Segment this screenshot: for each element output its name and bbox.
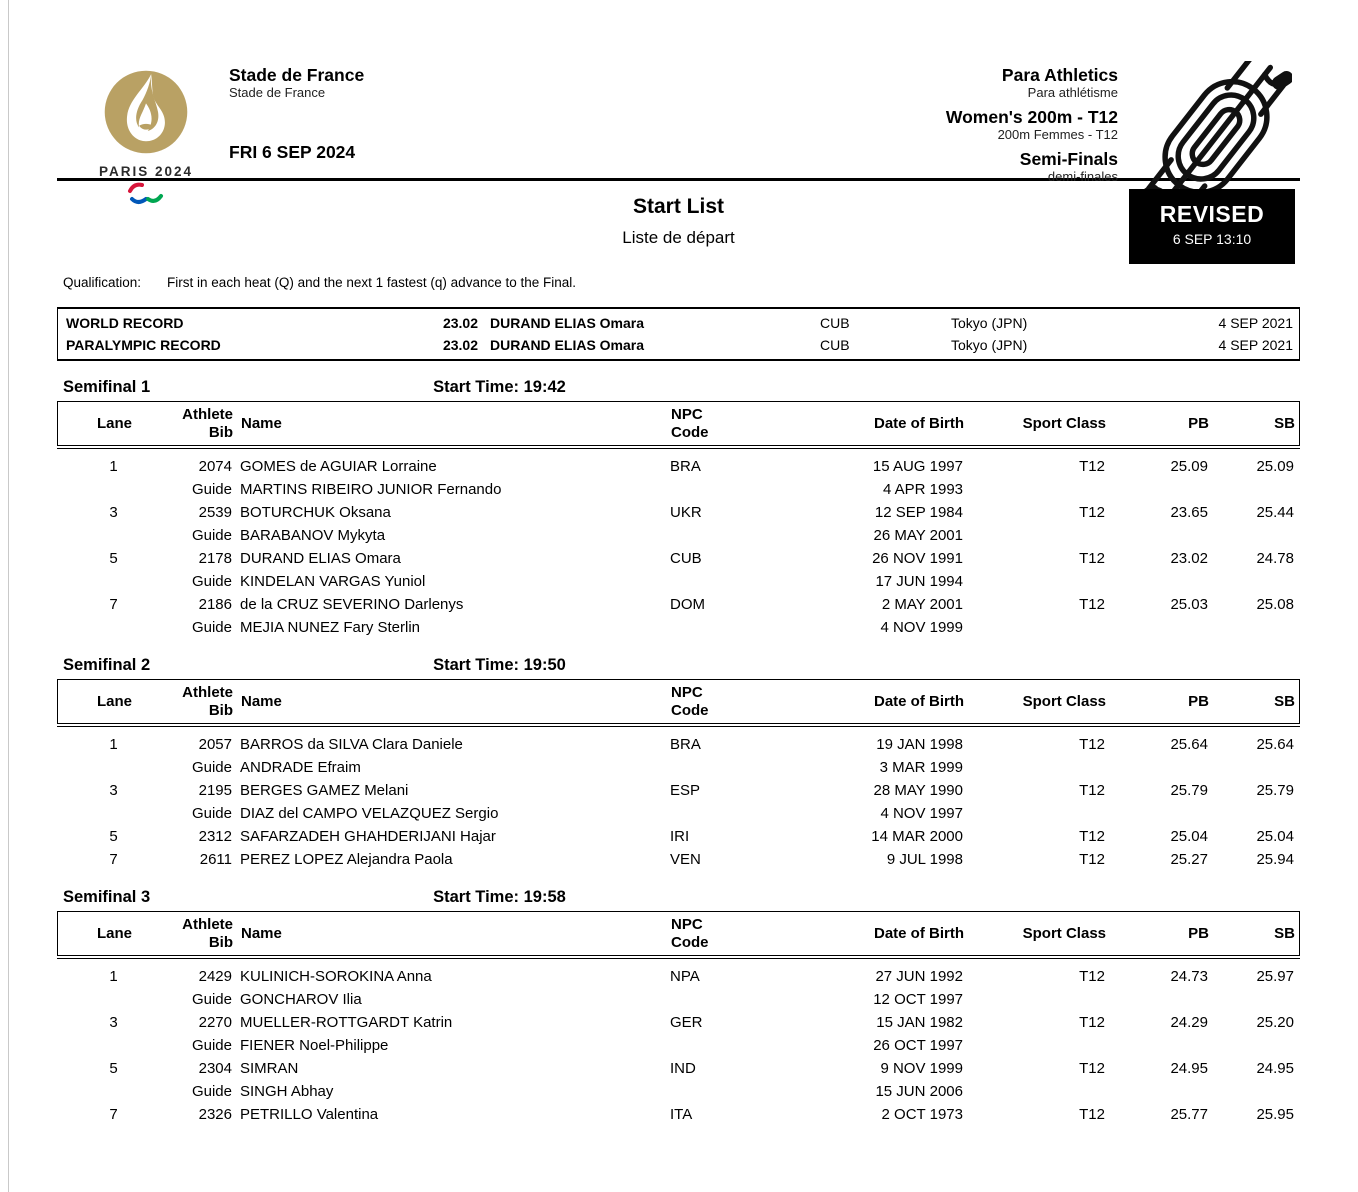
athlete-sb: 25.44 bbox=[1256, 504, 1294, 521]
athlete-npc-code: NPA bbox=[670, 968, 700, 985]
athlete-sb: 25.95 bbox=[1256, 1106, 1294, 1123]
athlete-sb: 25.20 bbox=[1256, 1014, 1294, 1031]
guide-row bbox=[57, 988, 1300, 1011]
column-header-pb: PB bbox=[1188, 925, 1209, 942]
guide-name: MEJIA NUNEZ Fary Sterlin bbox=[240, 619, 421, 636]
start-list-document bbox=[57, 0, 1300, 1126]
athlete-pb: 24.29 bbox=[1170, 1014, 1208, 1031]
heat-table-header bbox=[57, 679, 1300, 724]
athlete-sb: 25.64 bbox=[1256, 736, 1294, 753]
column-header-athlete-bib: Athlete Bib bbox=[182, 684, 233, 719]
athlete-lane: 1 bbox=[109, 968, 118, 985]
guide-label: Guide bbox=[191, 527, 232, 544]
athlete-name: BARROS da SILVA Clara Daniele bbox=[240, 736, 463, 753]
heat-title: Semifinal 2 bbox=[63, 656, 151, 674]
athlete-lane: 5 bbox=[109, 1060, 118, 1077]
athlete-sb: 25.79 bbox=[1256, 782, 1294, 799]
record-mark: 23.02 bbox=[442, 315, 478, 331]
event-title-fr: 200m Femmes - T12 bbox=[997, 127, 1118, 143]
column-header-name: Name bbox=[241, 925, 282, 942]
document-masthead bbox=[57, 0, 1300, 185]
athlete-date-of-birth: 26 NOV 1991 bbox=[872, 550, 963, 567]
paris-2024-wordmark: PARIS 2024 bbox=[98, 164, 194, 179]
athlete-lane: 3 bbox=[109, 782, 118, 799]
athlete-row bbox=[57, 1103, 1300, 1126]
athlete-sport-class: T12 bbox=[1079, 736, 1105, 753]
guide-date-of-birth: 26 MAY 2001 bbox=[873, 527, 963, 544]
athlete-row bbox=[57, 1057, 1300, 1080]
athlete-bib: 2270 bbox=[198, 1014, 232, 1031]
heat-table-body bbox=[57, 455, 1300, 639]
para-athletics-pictogram bbox=[1140, 55, 1300, 178]
athlete-npc-code: BRA bbox=[670, 736, 701, 753]
heats-container bbox=[57, 378, 1300, 1126]
athlete-sport-class: T12 bbox=[1079, 851, 1105, 868]
guide-date-of-birth: 4 APR 1993 bbox=[882, 481, 963, 498]
athlete-row bbox=[57, 593, 1300, 616]
record-location: Tokyo (JPN) bbox=[951, 315, 1028, 331]
athlete-bib: 2186 bbox=[198, 596, 232, 613]
guide-name: KINDELAN VARGAS Yuniol bbox=[240, 573, 426, 590]
athlete-sport-class: T12 bbox=[1079, 1060, 1105, 1077]
athlete-pb: 25.79 bbox=[1170, 782, 1208, 799]
athlete-date-of-birth: 9 NOV 1999 bbox=[880, 1060, 963, 1077]
records-table bbox=[57, 307, 1300, 361]
athlete-pb: 25.27 bbox=[1170, 851, 1208, 868]
heat-title: Semifinal 3 bbox=[63, 888, 151, 906]
guide-label: Guide bbox=[191, 481, 232, 498]
column-header-date-of-birth: Date of Birth bbox=[874, 693, 964, 710]
athlete-sport-class: T12 bbox=[1079, 828, 1105, 845]
athlete-date-of-birth: 15 AUG 1997 bbox=[872, 458, 963, 475]
discipline-fr: Para athlétisme bbox=[1027, 85, 1118, 101]
athlete-sb: 25.97 bbox=[1256, 968, 1294, 985]
column-header-sport-class: Sport Class bbox=[1022, 693, 1106, 710]
athlete-lane: 7 bbox=[109, 596, 118, 613]
athlete-pb: 23.65 bbox=[1170, 504, 1208, 521]
athlete-sport-class: T12 bbox=[1079, 968, 1105, 985]
column-header-sb: SB bbox=[1274, 693, 1295, 710]
heat-section bbox=[57, 888, 1300, 1126]
heat-table-body bbox=[57, 965, 1300, 1126]
record-location: Tokyo (JPN) bbox=[951, 337, 1028, 353]
athlete-row bbox=[57, 733, 1300, 756]
athlete-bib: 2195 bbox=[198, 782, 232, 799]
qualification-note bbox=[57, 275, 1300, 290]
athlete-row bbox=[57, 825, 1300, 848]
heat-table-header bbox=[57, 401, 1300, 446]
athlete-npc-code: ITA bbox=[670, 1106, 693, 1123]
record-type: WORLD RECORD bbox=[66, 315, 184, 331]
page-left-border bbox=[8, 0, 9, 1192]
record-athlete: DURAND ELIAS Omara bbox=[490, 337, 645, 353]
record-row bbox=[58, 312, 1299, 334]
record-date: 4 SEP 2021 bbox=[1218, 337, 1293, 353]
guide-row bbox=[57, 1080, 1300, 1103]
column-header-sb: SB bbox=[1274, 415, 1295, 432]
column-header-sb: SB bbox=[1274, 925, 1295, 942]
heat-table-header-rule bbox=[57, 726, 1300, 727]
athlete-date-of-birth: 2 OCT 1973 bbox=[881, 1106, 963, 1123]
guide-label: Guide bbox=[191, 1037, 232, 1054]
athlete-bib: 2074 bbox=[198, 458, 232, 475]
guide-label: Guide bbox=[191, 1083, 232, 1100]
athlete-sport-class: T12 bbox=[1079, 596, 1105, 613]
revised-badge bbox=[1129, 189, 1295, 264]
athlete-name: SIMRAN bbox=[240, 1060, 299, 1077]
qualification-label: Qualification: bbox=[63, 275, 142, 290]
athlete-npc-code: DOM bbox=[670, 596, 705, 613]
guide-name: MARTINS RIBEIRO JUNIOR Fernando bbox=[240, 481, 502, 498]
athlete-sport-class: T12 bbox=[1079, 550, 1105, 567]
athlete-pb: 24.73 bbox=[1170, 968, 1208, 985]
athlete-bib: 2326 bbox=[198, 1106, 232, 1123]
round-en: Semi-Finals bbox=[1019, 149, 1118, 170]
column-header-pb: PB bbox=[1188, 693, 1209, 710]
athlete-name: de la CRUZ SEVERINO Darlenys bbox=[240, 596, 464, 613]
guide-name: GONCHAROV Ilia bbox=[240, 991, 362, 1008]
athlete-bib: 2611 bbox=[199, 851, 232, 868]
guide-row bbox=[57, 1034, 1300, 1057]
record-mark: 23.02 bbox=[442, 337, 478, 353]
athlete-date-of-birth: 27 JUN 1992 bbox=[875, 968, 963, 985]
athlete-name: BERGES GAMEZ Melani bbox=[240, 782, 409, 799]
athlete-npc-code: BRA bbox=[670, 458, 701, 475]
guide-date-of-birth: 4 NOV 1999 bbox=[880, 619, 963, 636]
athlete-bib: 2539 bbox=[198, 504, 232, 521]
guide-name: SINGH Abhay bbox=[240, 1083, 334, 1100]
document-subtitle-fr: Liste de départ bbox=[622, 228, 735, 247]
heat-section bbox=[57, 656, 1300, 871]
athlete-sport-class: T12 bbox=[1079, 1014, 1105, 1031]
athlete-date-of-birth: 14 MAR 2000 bbox=[871, 828, 963, 845]
athlete-npc-code: VEN bbox=[670, 851, 701, 868]
athlete-row bbox=[57, 965, 1300, 988]
athlete-row bbox=[57, 848, 1300, 871]
venue-name-en: Stade de France bbox=[229, 65, 365, 85]
document-title: Start List bbox=[632, 195, 724, 218]
column-header-lane: Lane bbox=[96, 415, 132, 432]
heat-start-time: Start Time: 19:58 bbox=[433, 888, 566, 906]
guide-date-of-birth: 12 OCT 1997 bbox=[873, 991, 963, 1008]
column-header-lane: Lane bbox=[96, 693, 132, 710]
guide-row bbox=[57, 616, 1300, 639]
athlete-sport-class: T12 bbox=[1079, 458, 1105, 475]
guide-row bbox=[57, 756, 1300, 779]
guide-label: Guide bbox=[191, 619, 232, 636]
athlete-name: PEREZ LOPEZ Alejandra Paola bbox=[240, 851, 453, 868]
column-header-date-of-birth: Date of Birth bbox=[874, 925, 964, 942]
athlete-lane: 5 bbox=[109, 828, 118, 845]
athlete-date-of-birth: 12 SEP 1984 bbox=[874, 504, 963, 521]
athlete-npc-code: IND bbox=[670, 1060, 696, 1077]
athlete-name: SAFARZADEH GHAHDERIJANI Hajar bbox=[240, 828, 496, 845]
athlete-lane: 1 bbox=[109, 458, 118, 475]
guide-date-of-birth: 4 NOV 1997 bbox=[880, 805, 963, 822]
athlete-pb: 25.77 bbox=[1170, 1106, 1208, 1123]
athlete-date-of-birth: 2 MAY 2001 bbox=[881, 596, 963, 613]
athlete-pb: 25.03 bbox=[1170, 596, 1208, 613]
column-header-name: Name bbox=[241, 693, 282, 710]
title-row bbox=[57, 181, 1300, 267]
athlete-lane: 7 bbox=[109, 1106, 118, 1123]
athlete-row bbox=[57, 547, 1300, 570]
guide-name: FIENER Noel-Philippe bbox=[240, 1037, 389, 1054]
athlete-lane: 1 bbox=[109, 736, 118, 753]
guide-date-of-birth: 3 MAR 1999 bbox=[879, 759, 963, 776]
athlete-bib: 2057 bbox=[198, 736, 232, 753]
athlete-lane: 3 bbox=[109, 504, 118, 521]
column-header-athlete-bib: Athlete Bib bbox=[182, 406, 233, 441]
event-block bbox=[649, 55, 1140, 185]
guide-name: DIAZ del CAMPO VELAZQUEZ Sergio bbox=[240, 805, 499, 822]
column-header-sport-class: Sport Class bbox=[1022, 925, 1106, 942]
athlete-sport-class: T12 bbox=[1079, 782, 1105, 799]
venue-name-fr: Stade de France bbox=[229, 85, 326, 101]
column-header-lane: Lane bbox=[96, 925, 132, 942]
athlete-name: KULINICH-SOROKINA Anna bbox=[240, 968, 432, 985]
athlete-bib: 2429 bbox=[198, 968, 232, 985]
athlete-bib: 2312 bbox=[198, 828, 232, 845]
athlete-row bbox=[57, 779, 1300, 802]
guide-row bbox=[57, 524, 1300, 547]
athlete-name: BOTURCHUK Oksana bbox=[240, 504, 391, 521]
athlete-pb: 24.95 bbox=[1170, 1060, 1208, 1077]
revised-timestamp: 6 SEP 13:10 bbox=[1172, 231, 1252, 247]
column-header-npc-code: NPC Code bbox=[671, 684, 709, 719]
heat-section bbox=[57, 378, 1300, 639]
guide-date-of-birth: 26 OCT 1997 bbox=[873, 1037, 963, 1054]
column-header-athlete-bib: Athlete Bib bbox=[182, 916, 233, 951]
guide-name: BARABANOV Mykyta bbox=[240, 527, 386, 544]
athlete-sb: 25.09 bbox=[1256, 458, 1294, 475]
qualification-text: First in each heat (Q) and the next 1 fastest (q) advance to the Final. bbox=[167, 275, 577, 290]
guide-row bbox=[57, 570, 1300, 593]
athlete-pb: 23.02 bbox=[1170, 550, 1208, 567]
venue-block bbox=[229, 55, 649, 178]
logo-block bbox=[57, 55, 229, 178]
round-fr: demi-finales bbox=[1047, 169, 1118, 185]
record-type: PARALYMPIC RECORD bbox=[66, 337, 221, 353]
athlete-sb: 25.94 bbox=[1256, 851, 1294, 868]
guide-name: ANDRADE Efraim bbox=[240, 759, 361, 776]
athlete-bib: 2178 bbox=[198, 550, 232, 567]
athlete-sb: 24.78 bbox=[1256, 550, 1294, 567]
athlete-bib: 2304 bbox=[198, 1060, 232, 1077]
guide-label: Guide bbox=[191, 759, 232, 776]
revised-label: REVISED bbox=[1159, 201, 1265, 227]
event-title-en: Women's 200m - T12 bbox=[945, 107, 1118, 128]
paris-2024-flame-icon bbox=[103, 69, 189, 155]
session-date: FRI 6 SEP 2024 bbox=[229, 142, 356, 163]
heat-table-header bbox=[57, 911, 1300, 956]
athlete-row bbox=[57, 1011, 1300, 1034]
athlete-npc-code: ESP bbox=[670, 782, 701, 799]
heat-title: Semifinal 1 bbox=[63, 378, 151, 396]
guide-label: Guide bbox=[191, 573, 232, 590]
athlete-row bbox=[57, 455, 1300, 478]
column-header-pb: PB bbox=[1188, 415, 1209, 432]
athlete-sb: 25.04 bbox=[1256, 828, 1294, 845]
guide-row bbox=[57, 802, 1300, 825]
heat-table-body bbox=[57, 733, 1300, 871]
guide-date-of-birth: 15 JUN 2006 bbox=[875, 1083, 963, 1100]
heat-table-header-rule bbox=[57, 448, 1300, 449]
discipline-en: Para Athletics bbox=[1001, 65, 1118, 85]
athlete-lane: 5 bbox=[109, 550, 118, 567]
athlete-name: DURAND ELIAS Omara bbox=[240, 550, 401, 567]
athlete-date-of-birth: 15 JAN 1982 bbox=[876, 1014, 963, 1031]
guide-label: Guide bbox=[191, 805, 232, 822]
athlete-npc-code: UKR bbox=[670, 504, 702, 521]
athlete-date-of-birth: 19 JAN 1998 bbox=[876, 736, 963, 753]
athlete-name: PETRILLO Valentina bbox=[240, 1106, 379, 1123]
athlete-pb: 25.09 bbox=[1170, 458, 1208, 475]
athlete-pb: 25.64 bbox=[1170, 736, 1208, 753]
athlete-date-of-birth: 28 MAY 1990 bbox=[873, 782, 963, 799]
athlete-npc-code: IRI bbox=[670, 828, 690, 845]
athlete-name: MUELLER-ROTTGARDT Katrin bbox=[240, 1014, 453, 1031]
record-date: 4 SEP 2021 bbox=[1218, 315, 1293, 331]
record-npc: CUB bbox=[820, 315, 850, 331]
column-header-sport-class: Sport Class bbox=[1022, 415, 1106, 432]
athlete-sb: 24.95 bbox=[1256, 1060, 1294, 1077]
heat-start-time: Start Time: 19:42 bbox=[433, 378, 566, 396]
heat-table-header-rule bbox=[57, 958, 1300, 959]
guide-date-of-birth: 17 JUN 1994 bbox=[875, 573, 963, 590]
athlete-sport-class: T12 bbox=[1079, 504, 1105, 521]
record-athlete: DURAND ELIAS Omara bbox=[490, 315, 645, 331]
athlete-date-of-birth: 9 JUL 1998 bbox=[886, 851, 963, 868]
athlete-sport-class: T12 bbox=[1079, 1106, 1105, 1123]
athlete-sb: 25.08 bbox=[1256, 596, 1294, 613]
column-header-npc-code: NPC Code bbox=[671, 406, 709, 441]
athlete-row bbox=[57, 501, 1300, 524]
record-row bbox=[58, 334, 1299, 356]
athlete-name: GOMES de AGUIAR Lorraine bbox=[240, 458, 437, 475]
athlete-lane: 3 bbox=[109, 1014, 118, 1031]
guide-label: Guide bbox=[191, 991, 232, 1008]
athlete-lane: 7 bbox=[109, 851, 118, 868]
column-header-date-of-birth: Date of Birth bbox=[874, 415, 964, 432]
athlete-pb: 25.04 bbox=[1170, 828, 1208, 845]
athlete-npc-code: GER bbox=[670, 1014, 703, 1031]
athlete-npc-code: CUB bbox=[670, 550, 702, 567]
column-header-npc-code: NPC Code bbox=[671, 916, 709, 951]
column-header-name: Name bbox=[241, 415, 282, 432]
record-npc: CUB bbox=[820, 337, 850, 353]
guide-row bbox=[57, 478, 1300, 501]
heat-start-time: Start Time: 19:50 bbox=[433, 656, 566, 674]
